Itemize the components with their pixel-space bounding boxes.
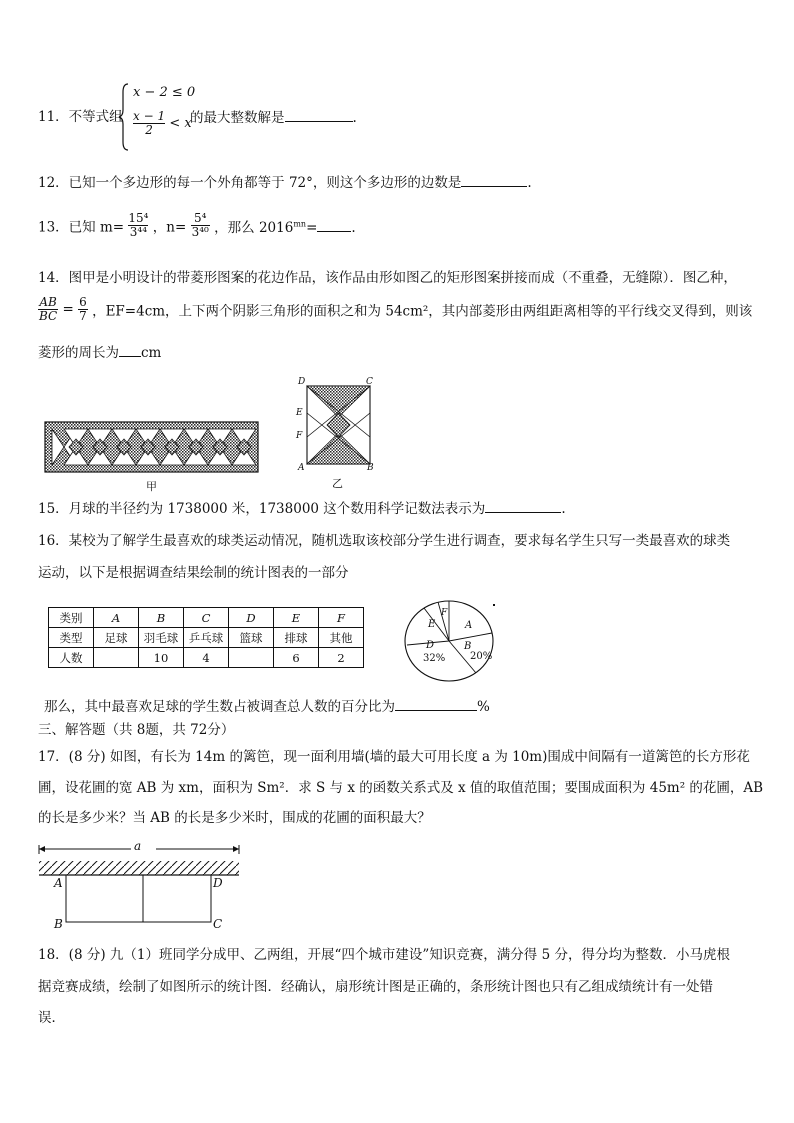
q16-pie-pct-D: 32% <box>423 653 446 664</box>
q11-end: . <box>352 110 357 126</box>
table-cell: 6 <box>274 648 319 668</box>
q11-suffix: 的最大整数解是 <box>190 110 285 126</box>
q14-answer-blank <box>119 342 141 357</box>
table-cell: 类别 <box>49 608 94 628</box>
table-row <box>49 628 364 648</box>
q13-end: . <box>351 219 356 236</box>
q14-label-C: C <box>366 377 373 387</box>
section-3-heading: 三、解答题（共 8题，共 72分） <box>38 722 235 738</box>
table-cell: E <box>274 608 319 628</box>
q17-label-C: C <box>213 917 223 931</box>
table-cell: 类型 <box>49 628 94 648</box>
q12-answer-blank <box>461 172 527 187</box>
q14-label-jia: 甲 <box>146 480 157 493</box>
q16-pie-label-D: D <box>426 640 435 651</box>
q16-line-2: 运动，以下是根据调查结果绘制的统计图表的一部分 <box>38 565 349 581</box>
q15-end: . <box>561 501 566 517</box>
q16-line-1: 16．某校为了解学生最喜欢的球类运动情况，随机选取该校部分学生进行调查，要求每名学生只写一类最喜欢的球类 <box>38 533 731 549</box>
q17-label-D: D <box>213 876 223 890</box>
table-cell <box>229 648 274 668</box>
q13-tail: ，那么 2016 <box>214 219 294 236</box>
q11-inequality-1: x − 2 ≤ 0 <box>133 85 196 100</box>
q14-label-A: A <box>298 463 305 473</box>
q14-figure-jia <box>44 421 260 477</box>
q13-equals: = <box>306 219 318 236</box>
q11-frac-denominator: 2 <box>133 123 165 137</box>
q18-line-2: 据竞赛成绩，绘制了如图所示的统计图．经确认，扇形统计图是正确的，条形统计图也只有乙组成绩统计有一处错 <box>38 979 713 995</box>
table-cell: 篮球 <box>229 628 274 648</box>
q14-frac2-numerator: 6 <box>79 295 87 309</box>
table-cell: 排球 <box>274 628 319 648</box>
q13-answer-blank <box>317 217 351 232</box>
table-cell: F <box>319 608 364 628</box>
table-cell: 4 <box>184 648 229 668</box>
q17-label-a: a <box>134 839 142 853</box>
table-cell: 10 <box>139 648 184 668</box>
q18-line-3: 误． <box>38 1010 65 1026</box>
q14-frac2-denominator: 7 <box>79 309 87 323</box>
q16-pie-label-E: E <box>428 619 436 630</box>
q14-figure-yi <box>306 385 372 467</box>
q14-unit: cm <box>141 345 162 361</box>
q14-line-3 <box>38 342 161 363</box>
table-cell: 乒乓球 <box>184 628 229 648</box>
q14-label-B: B <box>367 463 374 473</box>
q17-line-1: 17．(8 分) 如图，有长为 14m 的篱笆，现一面利用墙(墙的最大可用长度 a 为 10m)围成中间隔有一道篱笆的长方形花 <box>38 749 750 765</box>
q14-frac-denominator: BC <box>39 309 58 323</box>
q14-label-yi: 乙 <box>332 477 343 490</box>
table-cell: 其他 <box>319 628 364 648</box>
q15-answer-blank <box>485 498 561 513</box>
q13-prefix: 13．已知 m= <box>38 219 125 236</box>
q16-pie-pct-B: 20% <box>470 651 493 662</box>
q11-frac-numerator: x − 1 <box>133 109 166 123</box>
table-cell: D <box>229 608 274 628</box>
q16-pie-label-A: A <box>465 620 473 631</box>
q14-line-3-text: 菱形的周长为 <box>38 345 119 361</box>
table-row <box>49 608 364 628</box>
table-cell: 羽毛球 <box>139 628 184 648</box>
q11-inequality-2 <box>133 110 192 137</box>
q14-line-1: 14．图甲是小明设计的带菱形图案的花边作品，该作品由形如图乙的矩形图案拼接而成（不重叠，无缝隙）．图乙种， <box>38 270 737 286</box>
table-cell: C <box>184 608 229 628</box>
q13-mid: ，n= <box>152 219 187 236</box>
q14-frac-equals: = <box>62 301 74 318</box>
q13-n-denominator: 3⁴⁰ <box>191 225 209 239</box>
q17-label-B: B <box>54 917 63 931</box>
question-12 <box>38 172 532 193</box>
q11-answer-blank <box>285 107 353 122</box>
q14-label-D: D <box>298 377 306 387</box>
q12-text: 12．已知一个多边形的每一个外角都等于 72°，则这个多边形的边数是 <box>38 175 462 191</box>
table-cell: A <box>94 608 139 628</box>
q13-exponent: mn <box>293 219 307 228</box>
q14-line-2-text: ，EF=4cm，上下两个阴影三角形的面积之和为 54cm²，其内部菱形由两组距离相等的平行线交叉得到，则该 <box>92 303 753 320</box>
q16-line-3 <box>44 696 490 717</box>
q15-text: 15．月球的半径约为 1738000 米，1738000 这个数用科学记数法表示为 <box>38 501 486 517</box>
q13-n-numerator: 5⁴ <box>194 211 207 225</box>
q16-line-3-text: 那么，其中最喜欢足球的学生数占被调查总人数的百分比为 <box>44 699 395 715</box>
q11-prefix: 11．不等式组 <box>38 109 123 125</box>
q16-pie-label-F: F <box>441 608 448 618</box>
table-cell: 足球 <box>94 628 139 648</box>
q17-line-3: 的长是多少米？当 AB 的长是多少米时，围成的花圃的面积最大？ <box>38 810 431 826</box>
q14-label-E: E <box>296 408 303 418</box>
q16-answer-blank <box>395 696 477 711</box>
table-cell <box>94 648 139 668</box>
table-cell: 人数 <box>49 648 94 668</box>
q13-m-numerator: 15⁴ <box>128 211 149 225</box>
q14-line-2 <box>38 296 752 323</box>
q17-line-2: 圃，设花圃的宽 AB 为 xm，面积为 Sm²．求 S 与 x 的函数关系式及 x 值的取值范围；要围成面积为 45m² 的花圃，AB <box>38 780 764 796</box>
q11-brace <box>118 82 130 152</box>
q11-inequality-rhs: < x <box>169 116 192 131</box>
q16-pie-chart <box>402 598 498 684</box>
q14-frac-numerator: AB <box>39 295 57 309</box>
q16-percent: % <box>477 699 490 715</box>
question-15 <box>38 498 566 519</box>
q12-end: . <box>527 175 532 191</box>
table-cell: B <box>139 608 184 628</box>
question-13 <box>38 212 356 239</box>
q17-label-A: A <box>54 876 63 890</box>
q11-suffix-group <box>190 107 357 128</box>
table-row <box>49 648 364 668</box>
q14-label-F: F <box>296 431 303 441</box>
q16-pie-label-B: B <box>464 641 472 652</box>
q16-dot <box>493 604 495 606</box>
q18-line-1: 18．(8 分) 九（1）班同学分成甲、乙两组，开展“四个城市建设”知识竞赛，满分得 5 分，得分均为整数．小马虎根 <box>38 947 730 963</box>
q16-stat-table <box>48 607 364 668</box>
q13-m-denominator: 3⁴⁴ <box>129 225 148 239</box>
table-cell: 2 <box>319 648 364 668</box>
